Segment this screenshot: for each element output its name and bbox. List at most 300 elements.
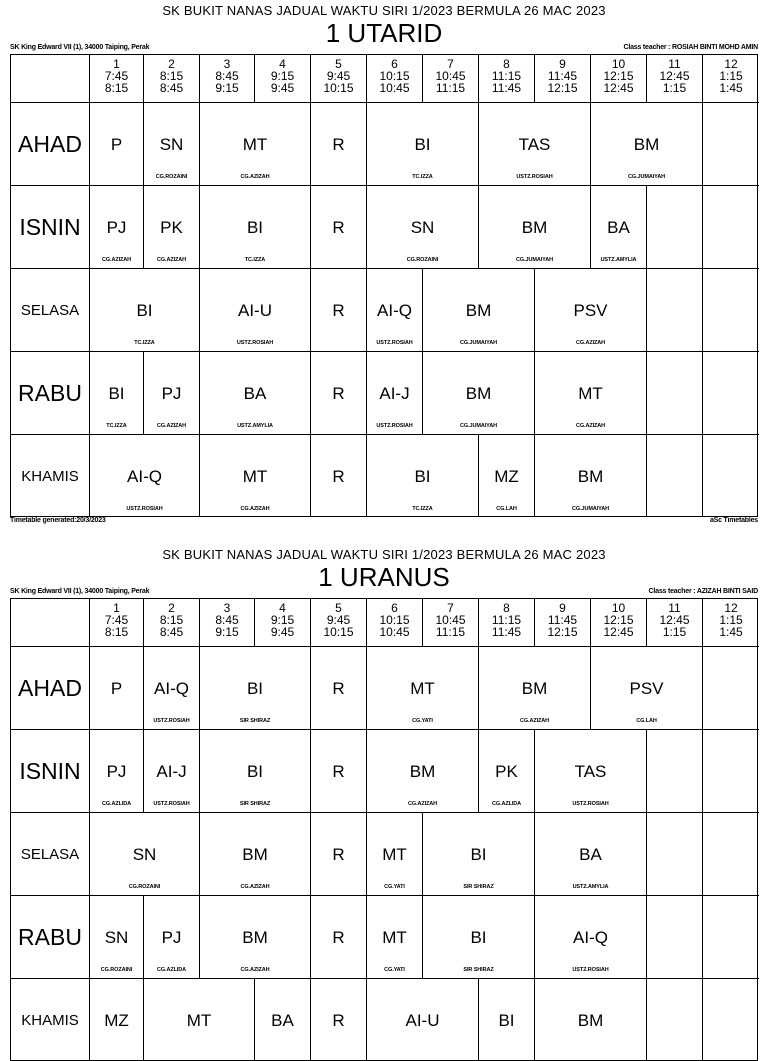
lesson-teacher: USTZ.ROSIAH (572, 801, 609, 807)
lesson-subject: AI-J (156, 762, 187, 781)
lesson-cell (422, 351, 534, 434)
school-address: SK King Edward VII (1), 34000 Taiping, Perak (10, 44, 150, 51)
lesson-subject: MZ (104, 1011, 129, 1030)
period-start: 8:45 (215, 613, 239, 627)
lesson-teacher: CG.ROZAINI (100, 967, 133, 973)
lesson-teacher: SIR SHIRAZ (239, 718, 271, 724)
lesson-subject: BM (577, 467, 604, 486)
period-header (590, 599, 646, 646)
lesson-cell (478, 434, 534, 517)
lesson-teacher: CG.AZLIDA (101, 801, 132, 807)
generator-credit: aSc Timetables (709, 517, 758, 524)
day-label: ISNIN (11, 729, 89, 812)
period-end: 12:45 (603, 625, 634, 639)
period-number: 1 (113, 601, 120, 615)
empty-cell (646, 978, 702, 1061)
empty-cell (702, 646, 759, 729)
lesson-cell (89, 268, 199, 351)
lesson-subject: R (332, 845, 345, 864)
period-header (310, 55, 366, 102)
lesson-teacher: USTZ.AMYLIA (237, 423, 273, 429)
lesson-subject: BI (246, 218, 264, 237)
period-number: 6 (391, 601, 398, 615)
period-header (702, 55, 759, 102)
lesson-subject: BI (414, 467, 431, 486)
class-name: 1 UTARID (325, 18, 443, 48)
period-header (422, 55, 478, 102)
period-header (422, 599, 478, 646)
period-number: 2 (168, 601, 175, 615)
lesson-subject: AI-Q (573, 928, 608, 947)
lesson-teacher: CG.AZIZAH (519, 718, 550, 724)
lesson-subject: PJ (106, 218, 127, 237)
period-end: 10:15 (323, 81, 354, 95)
lesson-subject: BM (409, 762, 436, 781)
lesson-subject: SN (159, 135, 184, 154)
day-label: AHAD (11, 102, 89, 185)
period-number: 10 (611, 57, 626, 71)
lesson-subject: R (332, 467, 345, 486)
period-number: 7 (447, 601, 454, 615)
period-start: 10:15 (379, 613, 410, 627)
lesson-subject: PJ (106, 762, 127, 781)
lesson-cell (366, 351, 422, 434)
lesson-cell (143, 895, 199, 978)
lesson-cell (199, 895, 310, 978)
lesson-teacher: CG.AZIZAH (156, 423, 187, 429)
lesson-teacher: CG.JUMAIYAH (628, 174, 665, 180)
lesson-teacher: TC.IZZA (106, 423, 127, 429)
lesson-subject: P (110, 679, 123, 698)
lesson-cell (422, 895, 534, 978)
lesson-subject: AI-Q (127, 467, 162, 486)
lesson-teacher: CG.AZIZAH (575, 423, 606, 429)
day-label: SELASA (11, 812, 89, 895)
lesson-teacher: USTZ.ROSIAH (572, 967, 609, 973)
lesson-subject: R (332, 679, 345, 698)
school-address: SK King Edward VII (1), 34000 Taiping, Perak (10, 588, 150, 595)
lesson-cell (590, 646, 702, 729)
empty-cell (702, 268, 759, 351)
lesson-teacher: USTZ.ROSIAH (236, 340, 274, 346)
lesson-cell (590, 185, 646, 268)
period-start: 10:45 (435, 613, 466, 627)
lesson-subject: PK (160, 218, 183, 237)
period-number: 9 (559, 601, 566, 615)
period-header (254, 599, 310, 646)
lesson-subject: AI-J (379, 384, 410, 403)
lesson-subject: R (332, 1011, 345, 1030)
lesson-subject: BM (465, 301, 492, 320)
lesson-cell (199, 434, 310, 517)
lesson-teacher: CG.YATI (384, 884, 405, 890)
lesson-subject: BA (579, 845, 602, 864)
period-number: 8 (503, 601, 510, 615)
period-start: 8:15 (159, 613, 184, 627)
lesson-teacher: CG.AZLIDA (491, 801, 522, 807)
day-label: KHAMIS (11, 434, 89, 517)
lesson-teacher: CG.AZIZAH (240, 174, 270, 180)
period-header (646, 55, 702, 102)
lesson-subject: R (332, 135, 345, 154)
period-header (366, 599, 422, 646)
lesson-subject: BA (243, 384, 267, 403)
period-header (254, 55, 310, 102)
lesson-cell (89, 812, 199, 895)
period-number: 5 (335, 57, 342, 71)
period-start: 12:15 (603, 69, 634, 83)
lesson-cell (89, 978, 143, 1061)
period-header (478, 55, 534, 102)
period-start: 1:15 (719, 69, 743, 83)
period-number: 10 (611, 601, 626, 615)
lesson-subject: MT (578, 384, 603, 403)
empty-cell (646, 434, 702, 517)
lesson-cell (366, 102, 478, 185)
lesson-subject: BM (521, 679, 548, 698)
period-end: 10:45 (379, 81, 410, 95)
period-number: 12 (724, 57, 738, 71)
period-start: 12:15 (603, 613, 634, 627)
lesson-subject: SN (132, 845, 157, 864)
empty-cell (702, 895, 759, 978)
lesson-cell (199, 646, 310, 729)
period-number: 9 (559, 57, 566, 71)
lesson-cell (366, 646, 478, 729)
period-end: 10:45 (379, 625, 410, 639)
lesson-teacher: CG.AZIZAH (156, 257, 187, 263)
period-header (89, 55, 143, 102)
lesson-cell (478, 102, 590, 185)
lesson-teacher: CG.JUMAIYAH (572, 506, 609, 512)
lesson-cell (366, 978, 478, 1061)
lesson-teacher: CG.AZIZAH (240, 967, 270, 973)
lesson-cell (310, 646, 366, 729)
lesson-subject: BM (242, 845, 268, 864)
lesson-cell (143, 351, 199, 434)
period-number: 6 (391, 57, 398, 71)
lesson-cell (143, 646, 199, 729)
lesson-subject: BI (414, 135, 431, 154)
lesson-subject: R (332, 218, 345, 237)
period-start: 12:45 (659, 613, 690, 627)
period-number: 12 (724, 601, 738, 615)
period-number: 4 (279, 601, 286, 615)
lesson-cell (143, 978, 254, 1061)
period-header (590, 55, 646, 102)
lesson-cell (89, 351, 143, 434)
period-header (89, 599, 143, 646)
lesson-teacher: CG.JUMAIYAH (460, 340, 497, 346)
lesson-teacher: CG.AZIZAH (240, 884, 270, 890)
lesson-cell (199, 185, 310, 268)
empty-cell (646, 351, 702, 434)
lesson-subject: R (332, 301, 345, 320)
lesson-teacher: CG.AZIZAH (575, 340, 606, 346)
period-header (199, 55, 254, 102)
lesson-cell (89, 646, 143, 729)
class-teacher: Class teacher : AZIZAH BINTI SAID (648, 588, 758, 595)
lesson-subject: BI (108, 384, 125, 403)
timetable-grid (10, 598, 758, 1061)
period-end: 9:15 (215, 81, 239, 95)
lesson-subject: AI-U (405, 1011, 440, 1030)
period-start: 11:15 (491, 613, 522, 627)
lesson-teacher: USTZ.AMYLIA (572, 884, 609, 890)
period-start: 7:45 (104, 69, 129, 83)
lesson-subject: P (110, 135, 123, 154)
day-label: AHAD (11, 646, 89, 729)
period-end: 12:45 (603, 81, 634, 95)
lesson-cell (89, 895, 143, 978)
lesson-cell (143, 729, 199, 812)
period-end: 10:15 (323, 625, 354, 639)
lesson-teacher: TC.IZZA (412, 506, 433, 512)
lesson-teacher: SIR SHIRAZ (239, 801, 271, 807)
lesson-teacher: USTZ.ROSIAH (126, 506, 163, 512)
lesson-subject: MT (242, 135, 268, 154)
lesson-teacher: TC.IZZA (244, 257, 266, 263)
lesson-subject: BI (498, 1011, 515, 1030)
class-name: 1 URANUS (318, 562, 450, 592)
lesson-subject: TAS (518, 135, 551, 154)
period-start: 9:15 (270, 613, 295, 627)
lesson-subject: BI (246, 762, 264, 781)
period-start: 9:15 (270, 69, 295, 83)
lesson-subject: AI-Q (154, 679, 189, 698)
lesson-teacher: USTZ.ROSIAH (153, 801, 190, 807)
period-start: 12:45 (659, 69, 690, 83)
empty-cell (702, 434, 759, 517)
lesson-subject: SN (410, 218, 435, 237)
lesson-cell (534, 978, 646, 1061)
lesson-teacher: USTZ.ROSIAH (376, 340, 413, 346)
period-end: 1:15 (662, 81, 687, 95)
period-end: 11:45 (491, 81, 522, 95)
lesson-subject: PSV (573, 301, 608, 320)
lesson-teacher: SIR SHIRAZ (463, 967, 494, 973)
lesson-cell (89, 185, 143, 268)
lesson-teacher: CG.AZLIDA (156, 967, 187, 973)
lesson-cell (310, 729, 366, 812)
lesson-cell (310, 812, 366, 895)
lesson-subject: PK (495, 762, 518, 781)
lesson-subject: AI-U (238, 301, 272, 320)
lesson-subject: BM (242, 928, 268, 947)
period-header (478, 599, 534, 646)
lesson-subject: TAS (574, 762, 607, 781)
lesson-cell (478, 978, 534, 1061)
lesson-subject: PSV (629, 679, 664, 698)
period-end: 1:45 (719, 625, 743, 639)
lesson-subject: BI (470, 928, 487, 947)
lesson-cell (89, 729, 143, 812)
period-start: 10:15 (379, 69, 410, 83)
empty-cell (646, 812, 702, 895)
period-header (199, 599, 254, 646)
period-end: 9:15 (215, 625, 239, 639)
lesson-subject: R (332, 928, 345, 947)
lesson-cell (366, 268, 422, 351)
lesson-subject: R (332, 762, 345, 781)
lesson-subject: MT (410, 679, 435, 698)
lesson-subject: BI (470, 845, 487, 864)
lesson-cell (534, 268, 646, 351)
period-header (143, 55, 199, 102)
lesson-subject: BM (465, 384, 492, 403)
day-label: RABU (11, 351, 89, 434)
period-start: 9:45 (326, 69, 351, 83)
lesson-subject: AI-Q (377, 301, 412, 320)
lesson-subject: BM (633, 135, 660, 154)
day-label: ISNIN (11, 185, 89, 268)
lesson-teacher: TC.IZZA (134, 340, 155, 346)
empty-cell (646, 729, 702, 812)
lesson-cell (199, 102, 310, 185)
lesson-subject: MT (382, 928, 407, 947)
empty-cell (702, 729, 759, 812)
period-end: 1:15 (662, 625, 687, 639)
period-header (310, 599, 366, 646)
lesson-teacher: USTZ.ROSIAH (516, 174, 553, 180)
lesson-cell (534, 729, 646, 812)
lesson-subject: MZ (494, 467, 519, 486)
lesson-subject: BI (246, 679, 264, 698)
period-header (534, 55, 590, 102)
generated-date: Timetable generated:20/3/2023 (10, 517, 106, 524)
empty-cell (702, 102, 759, 185)
lesson-subject: MT (242, 467, 268, 486)
lesson-cell (422, 812, 534, 895)
empty-cell (702, 185, 759, 268)
period-header (534, 599, 590, 646)
lesson-teacher: USTZ.ROSIAH (376, 423, 413, 429)
lesson-cell (310, 434, 366, 517)
lesson-cell (143, 102, 199, 185)
day-label: RABU (11, 895, 89, 978)
day-label: SELASA (11, 268, 89, 351)
lesson-teacher: CG.YATI (412, 718, 433, 724)
empty-cell (646, 895, 702, 978)
period-start: 8:15 (159, 69, 184, 83)
lesson-subject: MT (186, 1011, 212, 1030)
lesson-cell (366, 185, 478, 268)
lesson-subject: MT (382, 845, 407, 864)
period-number: 7 (447, 57, 454, 71)
lesson-cell (534, 812, 646, 895)
period-end: 12:15 (547, 81, 578, 95)
lesson-cell (89, 102, 143, 185)
empty-cell (702, 812, 759, 895)
period-end: 11:15 (435, 625, 466, 639)
lesson-cell (310, 185, 366, 268)
period-header (702, 599, 759, 646)
period-number: 11 (668, 601, 681, 615)
period-end: 9:45 (270, 81, 295, 95)
lesson-cell (366, 729, 478, 812)
lesson-cell (199, 812, 310, 895)
period-header (366, 55, 422, 102)
period-number: 11 (668, 57, 681, 71)
empty-cell (646, 185, 702, 268)
period-start: 11:45 (547, 69, 578, 83)
period-end: 8:45 (159, 625, 184, 639)
lesson-subject: SN (104, 928, 129, 947)
period-end: 12:15 (547, 625, 578, 639)
lesson-cell (199, 351, 310, 434)
lesson-teacher: CG.LAH (496, 506, 517, 512)
school-title: SK BUKIT NANAS JADUAL WAKTU SIRI 1/2023 BERMULA 26 MAC 2023 (162, 3, 606, 18)
period-number: 4 (279, 57, 286, 71)
lesson-cell (310, 978, 366, 1061)
empty-cell (702, 351, 759, 434)
lesson-cell (89, 434, 199, 517)
period-start: 9:45 (326, 613, 351, 627)
lesson-cell (366, 812, 422, 895)
lesson-teacher: CG.JUMAIYAH (460, 423, 497, 429)
lesson-teacher: SIR SHIRAZ (463, 884, 494, 890)
period-end: 11:45 (491, 625, 522, 639)
period-end: 8:45 (159, 81, 184, 95)
lesson-teacher: CG.AZIZAH (240, 506, 270, 512)
lesson-cell (310, 895, 366, 978)
period-start: 7:45 (104, 613, 129, 627)
lesson-cell (534, 351, 646, 434)
lesson-teacher: CG.AZIZAH (407, 801, 438, 807)
lesson-subject: BI (136, 301, 153, 320)
lesson-subject: BM (521, 218, 548, 237)
empty-cell (646, 268, 702, 351)
period-number: 5 (335, 601, 342, 615)
day-label: KHAMIS (11, 978, 89, 1061)
lesson-teacher: CG.ROZAINI (128, 884, 161, 890)
period-number: 3 (223, 57, 231, 71)
lesson-cell (310, 268, 366, 351)
empty-cell (702, 978, 759, 1061)
period-end: 8:15 (104, 625, 129, 639)
period-number: 8 (503, 57, 510, 71)
lesson-cell (199, 268, 310, 351)
lesson-cell (199, 729, 310, 812)
class-teacher: Class teacher : ROSIAH BINTI MOHD AMIN (623, 44, 758, 51)
lesson-cell (366, 895, 422, 978)
lesson-cell (534, 895, 646, 978)
period-start: 1:15 (719, 613, 743, 627)
period-start: 11:45 (547, 613, 578, 627)
period-number: 3 (223, 601, 231, 615)
period-header (646, 599, 702, 646)
lesson-cell (478, 729, 534, 812)
school-title: SK BUKIT NANAS JADUAL WAKTU SIRI 1/2023 BERMULA 26 MAC 2023 (162, 547, 606, 562)
lesson-cell (478, 185, 590, 268)
period-end: 8:15 (104, 81, 129, 95)
lesson-subject: R (332, 384, 345, 403)
lesson-subject: BA (271, 1011, 294, 1030)
lesson-teacher: CG.AZIZAH (101, 257, 132, 263)
lesson-teacher: CG.ROZAINI (155, 174, 188, 180)
lesson-cell (254, 978, 310, 1061)
lesson-teacher: CG.YATI (384, 967, 405, 973)
lesson-cell (310, 351, 366, 434)
lesson-teacher: CG.ROZAINI (406, 257, 439, 263)
lesson-cell (590, 102, 702, 185)
lesson-subject: BA (607, 218, 630, 237)
lesson-teacher: USTZ.ROSIAH (153, 718, 190, 724)
period-number: 2 (168, 57, 175, 71)
period-start: 8:45 (215, 69, 239, 83)
period-number: 1 (113, 57, 120, 71)
lesson-cell (422, 268, 534, 351)
